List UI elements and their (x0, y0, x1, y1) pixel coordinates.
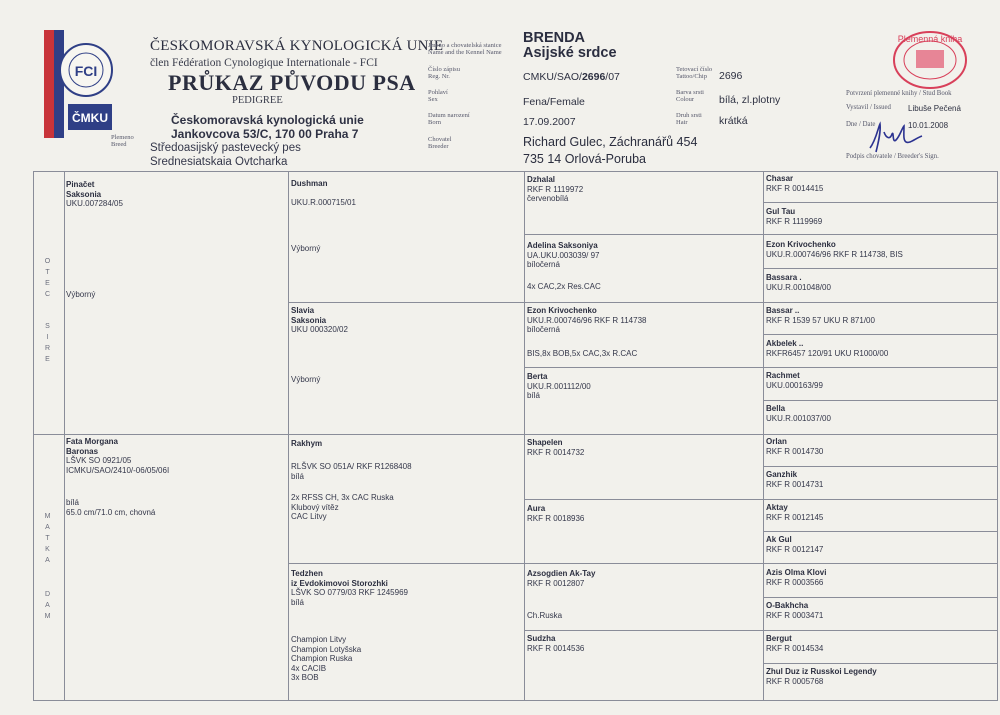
hair-label: Druh srsti Hair (676, 112, 702, 126)
reg-label: Číslo zápisu Reg. Nr. (428, 66, 460, 80)
ss-name: Dushman (291, 179, 328, 188)
cmku-fci-logo (44, 30, 114, 138)
g4-cell: O-Bakhcha RKF R 0003471 (766, 601, 824, 620)
document-title: PRŮKAZ PŮVODU PSA (168, 70, 416, 95)
breed-name-cz: Středoasijský pastevecký pes (150, 142, 301, 154)
sire-note: Výborný (66, 290, 96, 299)
ssd-cell: Adelina Saksoniya UA.UKU.003039/ 97 bíločerná (527, 241, 600, 269)
ssd-note: 4x CAC,2x Res.CAC (527, 282, 601, 291)
dss-cell: Shapelen RKF R 0014732 (527, 438, 585, 457)
sdd-cell: Berta UKU.R.001112/00 bílá (527, 372, 591, 400)
born-label: Datum narození Born (428, 112, 470, 126)
issue-date: 10.01.2008 (908, 121, 949, 130)
ss-reg: UKU.R.000715/01 (291, 198, 356, 207)
ds-note: 2x RFSS CH, 3x CAC Ruska Klubový vítěz CAC Litvy (291, 493, 394, 521)
g4-cell: Bella UKU.R.001037/00 (766, 404, 831, 423)
g4-cell: Aktay RKF R 0012145 (766, 503, 824, 522)
ds-reg: RLŠVK SO 051A/ RKF R1268408 bílá (291, 462, 412, 481)
g4-cell: Orlan RKF R 0014730 (766, 437, 824, 456)
sss-cell: Dzhalal RKF R 1119972 červenobílá (527, 175, 584, 203)
breeder-sign-label: Podpis chovatele / Breeder's Sign. (846, 153, 939, 160)
breeder-line-1: Richard Gulec, Záchranářů 454 (523, 135, 698, 149)
dog-hair: krátká (719, 115, 748, 127)
dam-cell: Fata Morgana Baronas LŠVK SO 0921/05 ICMKU/SAO/2410/-06/05/06I (66, 437, 170, 475)
g4-cell: Bassara . UKU.R.001048/00 (766, 273, 831, 292)
sd-cell: Slavia Saksonia UKU 000320/02 (291, 306, 348, 334)
sex-label: Pohlaví Sex (428, 89, 448, 103)
g4-cell: Akbelek .. RKFR6457 120/91 UKU R1000/00 (766, 339, 889, 358)
issued-label: Vystavil / Issued (846, 104, 891, 111)
stud-book-label: Potvrzení plemenné knihy / Stud Book (846, 90, 952, 97)
dog-kennel: Asijské srdce (523, 45, 617, 61)
date-label: Dne / Date (846, 121, 876, 128)
breeder-line-2: 735 14 Orlová-Poruba (523, 152, 646, 166)
dog-sex: Fena/Female (523, 96, 585, 108)
tattoo-number: 2696 (719, 70, 743, 82)
dd-cell: Tedzhen iz Evdokimovoi Storozhki LŠVK SO 0779/03 RKF 1245969 bílá (291, 569, 408, 607)
dam-note: bílá 65.0 cm/71.0 cm, chovná (66, 498, 156, 517)
dog-colour: bílá, zl.plotny (719, 94, 781, 106)
g4-cell: Azis Olma Klovi RKF R 0003566 (766, 568, 827, 587)
dsd-cell: Aura RKF R 0018936 (527, 504, 585, 523)
ss-note: Výborný (291, 244, 321, 253)
org-title: ČESKOMORAVSKÁ KYNOLOGICKÁ UNIE (150, 38, 444, 54)
dds-cell: Azsogdien Ak-Tay RKF R 0012807 (527, 569, 596, 588)
tattoo-label: Tetovací číslo Tattoo/Chip (676, 66, 713, 80)
dog-born: 17.09.2007 (523, 116, 576, 128)
dog-name: BRENDA (523, 30, 586, 46)
g4-cell: Zhul Duz iz Russkoi Legendy RKF R 0005768 (766, 667, 877, 686)
breed-label: Plemeno Breed (111, 134, 134, 148)
registration-number: CMKU/SAO/2696/07 (523, 71, 620, 83)
ddd-cell: Sudzha RKF R 0014536 (527, 634, 585, 653)
document-subtitle: PEDIGREE (232, 95, 283, 106)
g4-cell: Ganzhik RKF R 0014731 (766, 470, 824, 489)
sd-note: Výborný (291, 375, 321, 384)
club-address: Jankovcova 53/C, 170 00 Praha 7 (171, 127, 359, 141)
club-name: Českomoravská kynologická unie (171, 113, 364, 127)
g4-cell: Ezon Krivochenko UKU.R.000746/96 RKF R 114738, BIS (766, 240, 903, 259)
g4-cell: Ak Gul RKF R 0012147 (766, 535, 824, 554)
sire-cell: Pinačet Saksonia UKU.007284/05 (66, 180, 123, 208)
sds-note: BIS,8x BOB,5x CAC,3x R.CAC (527, 349, 638, 358)
g4-cell: Bergut RKF R 0014534 (766, 634, 824, 653)
issued-by: Libuše Pečená (908, 104, 961, 113)
stamp-text: Plemenná kniha (897, 34, 963, 44)
breed-name-ru: Srednesiatskaia Ovtcharka (150, 156, 288, 168)
dd-note: Champion Litvy Champion Lotyšska Champion Ruska 4x CACIB 3x BOB (291, 635, 362, 682)
breeder-signature (856, 118, 926, 156)
g4-cell: Rachmet UKU.000163/99 (766, 371, 823, 390)
name-label: Jméno a chovatelská stanice Name and the Kennel Name (428, 42, 502, 56)
dds-note: Ch.Ruska (527, 611, 563, 620)
g4-cell: Gul Tau RKF R 1119969 (766, 207, 823, 226)
g4-cell: Chasar RKF R 0014415 (766, 174, 824, 193)
sds-cell: Ezon Krivochenko UKU.R.000746/96 RKF R 114738 bíločerná (527, 306, 647, 334)
stud-book-stamp (888, 28, 972, 92)
side-label-dam: DAM (44, 591, 52, 620)
cmku-logo-text: ČMKU (72, 111, 108, 125)
ds-name: Rakhym (291, 439, 323, 448)
breeder-label: Chovatel Breeder (428, 136, 452, 150)
pedigree-table (33, 171, 998, 701)
fci-membership: člen Fédération Cynologique Internationale - FCI (150, 57, 378, 69)
colour-label: Barva srsti Colour (676, 89, 704, 103)
g4-cell: Bassar .. RKF R 1539 57 UKU R 871/00 (766, 306, 875, 325)
side-label-sire: SIRE (44, 323, 52, 363)
side-label-matka: MATKA (44, 513, 52, 564)
fci-logo-text: FCI (74, 63, 98, 79)
side-label-otec: OTEC (44, 258, 52, 298)
